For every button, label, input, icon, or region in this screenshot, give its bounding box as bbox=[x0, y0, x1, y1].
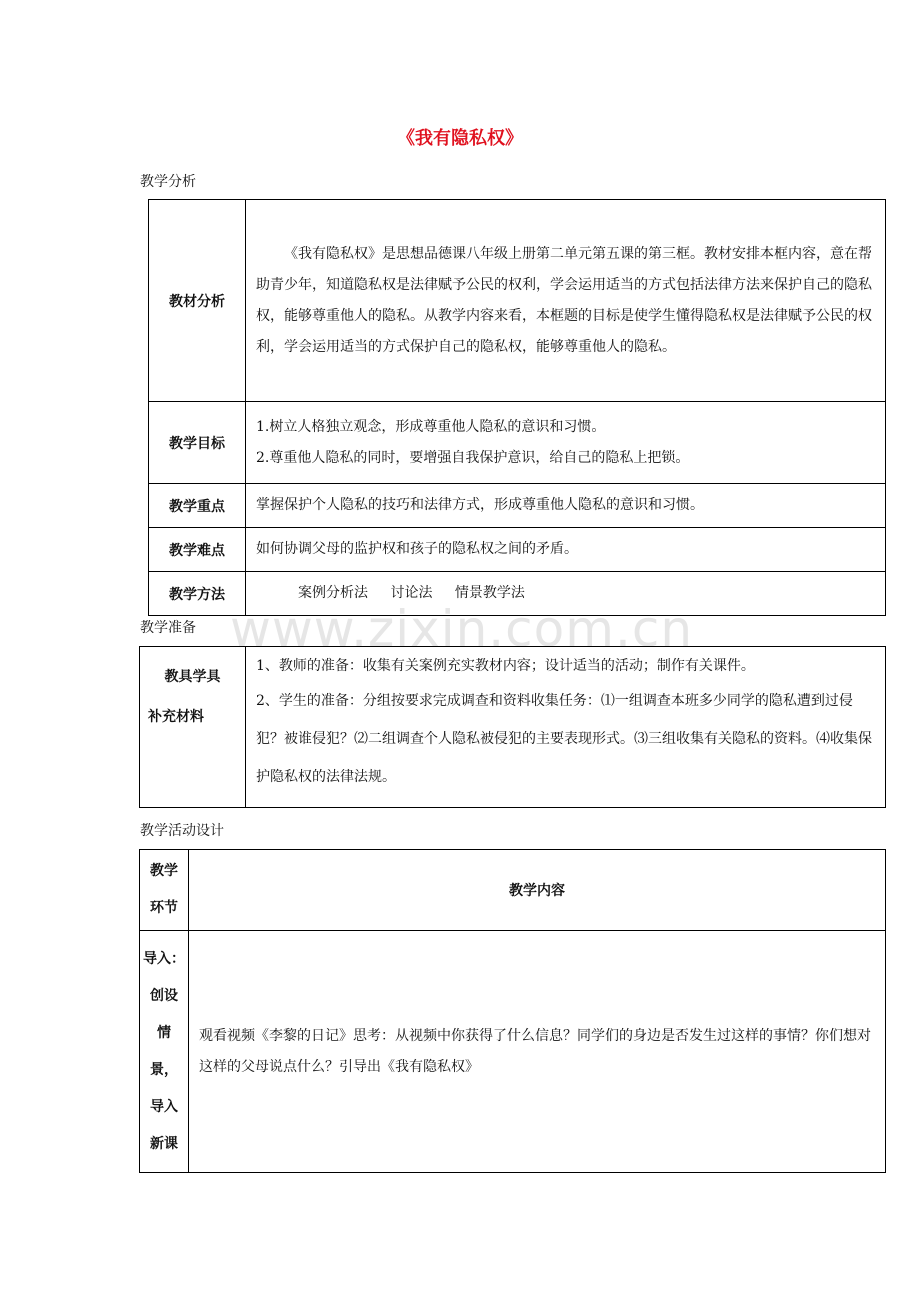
teaching-goals-cell bbox=[246, 402, 886, 484]
row-label-material: 教材分析 bbox=[149, 200, 246, 402]
analysis-table bbox=[148, 199, 886, 616]
stage-intro-cell bbox=[140, 931, 189, 1173]
section-label-analysis: 教学分析 bbox=[140, 174, 196, 190]
header-content: 教学内容 bbox=[189, 850, 886, 931]
goal-item: 2.尊重他人隐私的同时，要增强自我保护意识，给自己的隐私上把锁。 bbox=[256, 449, 690, 466]
table-row bbox=[149, 402, 886, 484]
stage-line: 情 bbox=[157, 1024, 171, 1041]
table-row bbox=[149, 528, 886, 572]
student-prep-text: 2、学生的准备：分组按要求完成调查和资料收集任务：⑴一组调查本班多少同学的隐私遭到过侵犯？被谁侵犯？⑵二组调查个人隐私被侵犯的主要表现形式。⑶三组收集有关隐私的资料。⑷收集保护隐私权的法律法规。 bbox=[256, 693, 872, 785]
stage-line: 导入： bbox=[143, 950, 185, 967]
methods-cell bbox=[246, 572, 886, 616]
row-label-difficulty: 教学难点 bbox=[149, 528, 246, 572]
page-title: 《我有隐私权》 bbox=[397, 128, 523, 149]
stage-line: 景， bbox=[150, 1061, 178, 1078]
row-label-key-points: 教学重点 bbox=[149, 484, 246, 528]
table-row bbox=[140, 647, 886, 808]
section-label-activity: 教学活动设计 bbox=[140, 823, 224, 839]
stage-line: 导入 bbox=[150, 1098, 178, 1115]
row-label-goals: 教学目标 bbox=[149, 402, 246, 484]
table-row bbox=[149, 200, 886, 402]
stage-line: 创设 bbox=[150, 987, 178, 1004]
header-stage-line: 教学 bbox=[150, 863, 178, 879]
method-item: 情景教学法 bbox=[454, 585, 525, 601]
difficulty-text: 如何协调父母的监护权和孩子的隐私权之间的矛盾。 bbox=[246, 528, 886, 572]
section-label-preparation: 教学准备 bbox=[140, 620, 196, 636]
preparation-table bbox=[139, 646, 886, 808]
preparation-label: 教具学具 bbox=[164, 669, 221, 685]
activity-table bbox=[139, 849, 886, 1173]
intro-content-text: 观看视频《李黎的日记》思考：从视频中你获得了什么信息？同学们的身边是否发生过这样的事情？你们想对这样的父母说点什么？引导出《我有隐私权》 bbox=[189, 931, 886, 1173]
supplement-label: 补充材料 bbox=[148, 709, 204, 725]
key-points-text: 掌握保护个人隐私的技巧和法律方式，形成尊重他人隐私的意识和习惯。 bbox=[246, 484, 886, 528]
goal-item: 1.树立人格独立观念，形成尊重他人隐私的意识和习惯。 bbox=[256, 418, 606, 435]
method-item: 讨论法 bbox=[390, 585, 433, 601]
watermark: www.zixin.com.cn bbox=[230, 600, 694, 658]
table-row bbox=[149, 572, 886, 616]
row-label-methods: 教学方法 bbox=[149, 572, 246, 616]
material-analysis-text: 《我有隐私权》是思想品德课八年级上册第二单元第五课的第三框。教材安排本框内容，意在帮助青少年，知道隐私权是法律赋予公民的权利，学会运用适当的方式包括法律方法来保护自己的隐私权，能够尊重他人的隐私。从教学内容来看，本框题的目标是使学生懂得隐私权是法律赋予公民的权利，学会运用适当的方式保护自己的隐私权，能够尊重他人的隐私。 bbox=[246, 200, 886, 402]
table-row bbox=[140, 850, 886, 931]
preparation-label-cell bbox=[140, 647, 246, 808]
stage-line: 新课 bbox=[150, 1135, 178, 1152]
table-row bbox=[140, 931, 886, 1173]
table-row bbox=[149, 484, 886, 528]
teacher-prep-text: 1、教师的准备：收集有关案例充实教材内容；设计适当的活动；制作有关课件。 bbox=[256, 658, 755, 674]
preparation-content bbox=[246, 647, 886, 808]
header-stage-line: 环节 bbox=[150, 900, 178, 916]
header-stage-cell bbox=[140, 850, 189, 931]
method-item: 案例分析法 bbox=[298, 585, 368, 601]
